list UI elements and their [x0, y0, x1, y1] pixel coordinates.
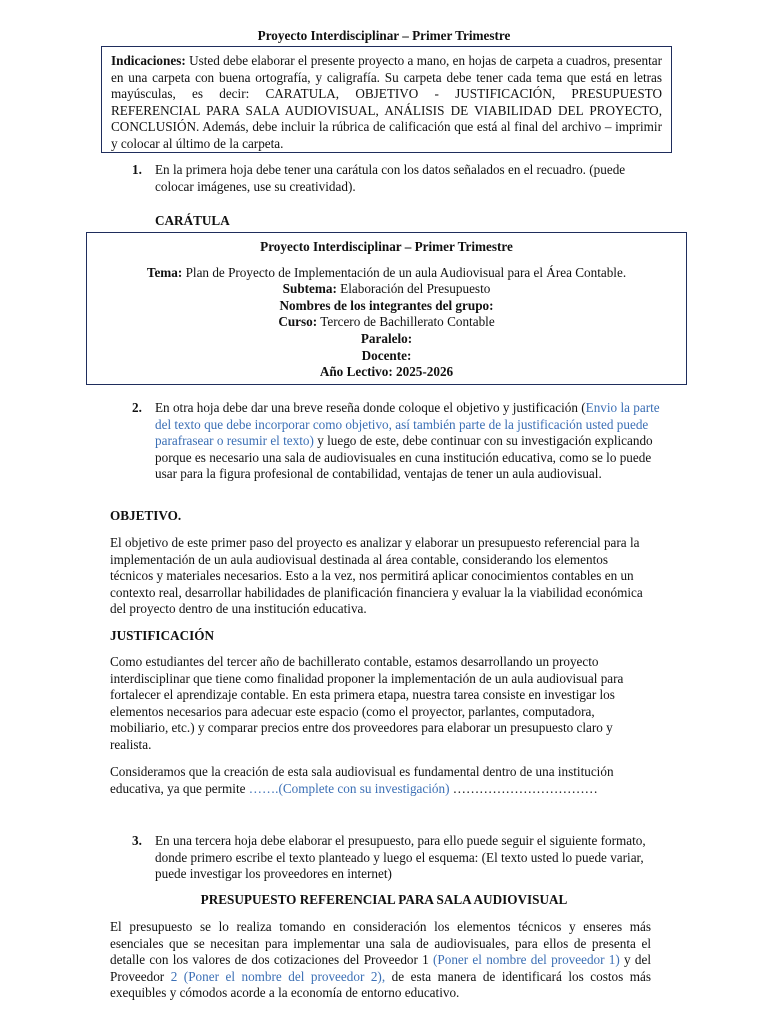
list-text: En la primera hoja debe tener una carátula con los datos señalados en el recuadro. (puede colocar imágenes, use su creatividad).	[155, 162, 626, 194]
justificacion-p2-b: ……………………………	[449, 780, 598, 796]
cover-tema-value: Plan de Proyecto de Implementación de un aula Audiovisual para el Área Contable.	[182, 264, 627, 280]
presupuesto-text-b: y del Proveedor	[110, 952, 652, 984]
item2-text-a: En otra hoja debe dar una breve reseña donde coloque el objetivo y justificación (	[155, 400, 586, 415]
justificacion-heading: JUSTIFICACIÓN	[110, 628, 215, 643]
presupuesto-text-c: de esta manera de identificará los costos más exequibles y cómodos acorde a la economía de entorno educativo.	[110, 968, 652, 1001]
caratula-heading: CARÁTULA	[155, 213, 230, 228]
cover-paralelo: Paralelo:	[360, 330, 413, 346]
list-number: 2.	[132, 400, 142, 415]
cover-docente: Docente:	[361, 347, 412, 363]
objetivo-heading: OBJETIVO.	[110, 508, 182, 523]
objetivo-paragraph: El objetivo de este primer paso del proyecto es analizar y elaborar un presupuesto referencial para la implementación de un aula audiovisual destinada al área contable, considerando los elementos técnicos y materiales necesarios. Esto a la vez, nos permitirá aplicar conocimientos contables en un contexto real, desarrollar habilidades de planificación financiera y evaluar la la viabilidad económica del proyecto dentro de una institución educativa.	[110, 535, 643, 617]
justificacion-p2-a: Consideramos que la creación de esta sala audiovisual es fundamental dentro de una institución educativa, ya que permite	[110, 764, 614, 796]
cover-integrantes: Nombres de los integrantes del grupo:	[279, 297, 494, 313]
item2-text-blue: Envio la parte del texto que debe incorporar como objetivo, así también parte de la justificación usted puede parafrasear o resumir el texto)	[155, 400, 660, 449]
list-number: 1.	[132, 162, 142, 177]
cover-subtema	[93, 281, 680, 298]
indications-text: Usted debe elaborar el presente proyecto a mano, en hojas de carpeta a cuadros, presentar en una carpeta con buena ortografía, y caligrafía. Su carpeta debe tener cada tema que está en letras mayúsculas, es decir: CARATULA, OBJETIVO - JUSTIFICACIÓN, PRESUPUESTO REFERENCIAL PARA SALA AUDIOVISUAL, ANÁLISIS DE VIABILIDAD DEL PROYECTO, CONCLUSIÓN. Además, debe incluir la rúbrica de calificación que está al final del archivo – imprimir y colocar al último de la carpeta.	[111, 53, 662, 151]
cover-anio: Año Lectivo: 2025-2026	[319, 364, 454, 380]
list-text	[155, 400, 660, 483]
list-number: 3.	[132, 833, 142, 848]
list-text: En una tercera hoja debe elaborar el presupuesto, para ello puede seguir el siguiente formato, donde primero escribe el texto planteado y luego el esquema: (El texto usted lo puede variar, puede investigar los proveedores en internet)	[155, 833, 646, 882]
cover-box	[86, 232, 687, 385]
justificacion-p2-blue: …….(Complete con su investigación)	[248, 780, 450, 796]
cover-curso	[93, 314, 680, 331]
cover-curso-value: Tercero de Bachillerato Contable	[317, 314, 495, 330]
cover-title: Proyecto Interdisciplinar – Primer Trimestre	[260, 239, 513, 254]
cover-subtema-value: Elaboración del Presupuesto	[336, 281, 491, 297]
presupuesto-paragraph	[110, 919, 651, 1002]
document-title: Proyecto Interdisciplinar – Primer Trimestre	[257, 28, 511, 43]
indications-label: Indicaciones:	[111, 53, 186, 68]
justificacion-paragraph-1: Como estudiantes del tercer año de bachillerato contable, estamos desarrollando un proyecto interdisciplinar que tiene como finalidad proponer la implementación de un aula audiovisual para fortalecer el aprendizaje contable. En esta primera etapa, nuestra tarea consiste en investigar los elementos necesarios para adecuar este espacio (como el proyector, parlantes, computadora, mobiliario, etc.) y comparar precios entre dos proveedores para elaborar un presupuesto claro y realista.	[110, 654, 624, 752]
presupuesto-blue-1: (Poner el nombre del proveedor 1)	[433, 952, 620, 968]
presupuesto-text-a: El presupuesto se lo realiza tomando en consideración los elementos técnicos y enseres más esenciales que se necesitan para implementar una sala de audiovisuales, para ellos de presenta el detalle con los valores de dos cotizaciones del Proveedor 1	[110, 919, 651, 968]
cover-subtema-label: Subtema:	[282, 281, 337, 297]
justificacion-paragraph-2	[110, 764, 651, 797]
item2-text-b: y luego de este, debe continuar con su investigación explicando porque es necesario una sala de audiovisuales en cuna institución educativa, como se lo puede usar para la figura profesional de contabilidad, ventajas de tener un aula audiovisual.	[155, 433, 653, 482]
cover-tema-label: Tema:	[146, 264, 183, 280]
cover-curso-label: Curso:	[278, 314, 318, 330]
presupuesto-heading: PRESUPUESTO REFERENCIAL PARA SALA AUDIOVISUAL	[200, 892, 568, 907]
cover-tema	[93, 265, 680, 282]
indications-box	[101, 46, 672, 153]
presupuesto-blue-2: 2 (Poner el nombre del proveedor 2),	[170, 968, 386, 984]
